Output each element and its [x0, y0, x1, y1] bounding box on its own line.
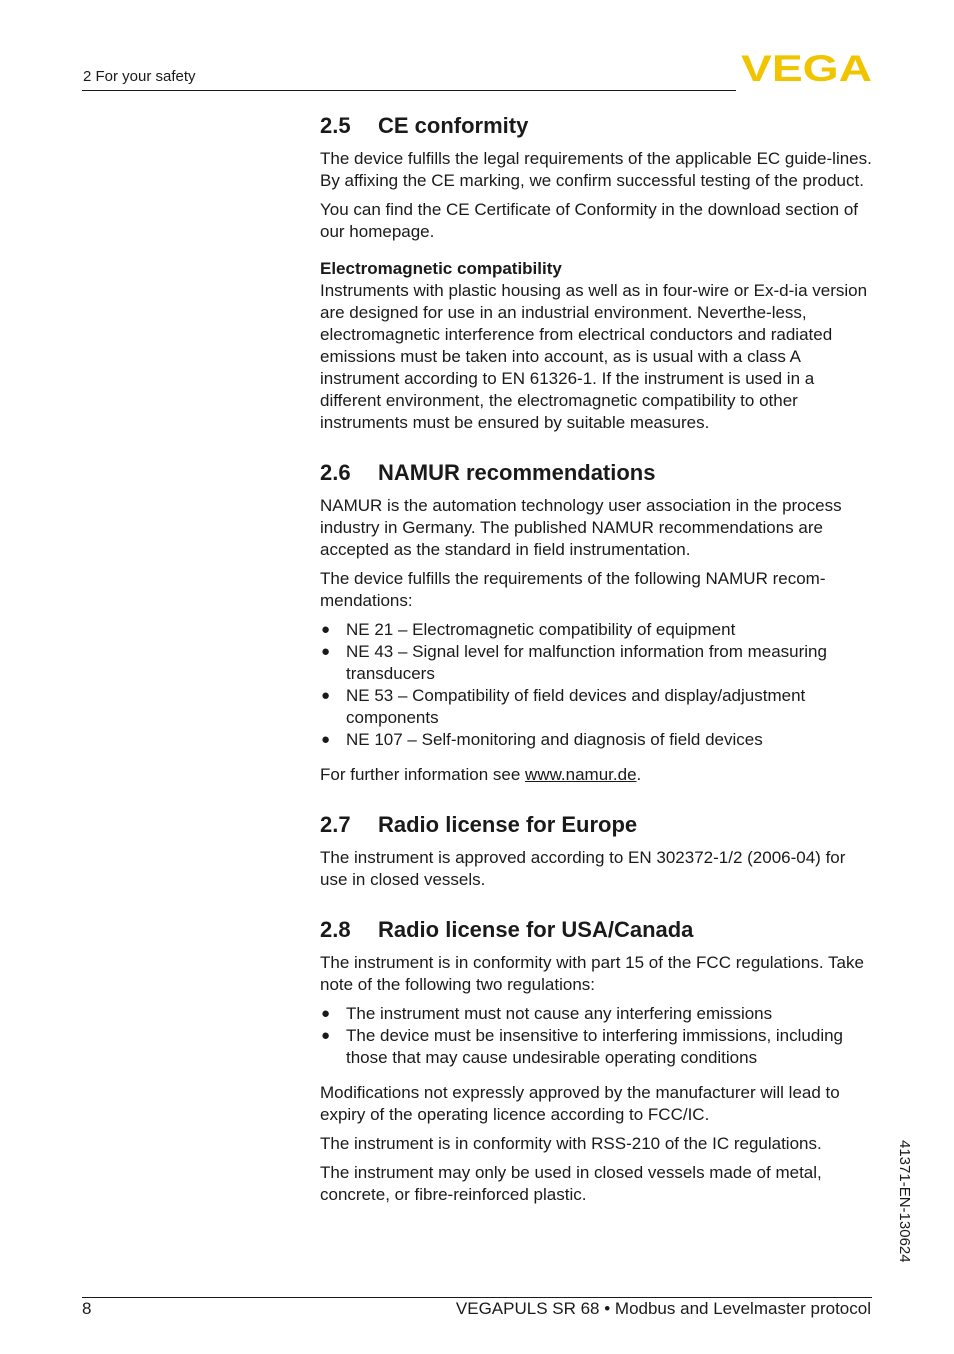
- section-heading-namur: 2.6 NAMUR recommendations: [320, 460, 656, 485]
- vega-logo: [741, 52, 872, 84]
- main-content: [320, 112, 876, 1213]
- paragraph: The device fulfills the requirements of the following NAMUR recom-mendations:: [320, 569, 826, 610]
- bullet-icon: ●: [321, 687, 331, 704]
- paragraph: You can find the CE Certificate of Conformity in the download section of our homepage.: [320, 200, 859, 241]
- list-item: ● The instrument must not cause any interfering emissions: [321, 1004, 773, 1023]
- further-info: For further information see www.namur.de.: [320, 765, 642, 784]
- document-code: 41371-EN-130624: [896, 1140, 913, 1263]
- paragraph: The instrument is in conformity with RSS-210 of the IC regulations.: [320, 1134, 822, 1153]
- list-item: ● NE 53 – Compatibility of field devices and display/adjustment components: [321, 686, 806, 727]
- list-item: ● The device must be insensitive to interfering immissions, including those that may cause undesirable operating conditions: [321, 1026, 844, 1067]
- footer-title: VEGAPULS SR 68 • Modbus and Levelmaster protocol: [455, 1299, 871, 1318]
- fcc-list: [320, 1003, 876, 1069]
- bullet-icon: ●: [321, 1027, 331, 1044]
- namur-list: [320, 619, 876, 751]
- list-item: ● NE 21 – Electromagnetic compatibility of equipment: [321, 620, 736, 639]
- paragraph: The device fulfills the legal requirements of the applicable EC guide-lines. By affixing the CE marking, we confirm successful testing of the product.: [320, 149, 872, 190]
- header-divider: [82, 90, 736, 91]
- paragraph: Instruments with plastic housing as well as in four-wire or Ex-d-ia version are designed for use in an industrial environment. Neverthe-less, electromagnetic interference from electrical conductors and radiated emissions must be taken into account, as is usual with a class A instrument according to EN 61326-1. If the instrument is used in a different environment, the electromagnetic compatibility to other instruments must be ensured by suitable measures.: [320, 281, 868, 432]
- bullet-icon: ●: [321, 731, 331, 748]
- bullet-icon: ●: [321, 643, 331, 660]
- section-heading-radio-usa-canada: 2.8 Radio license for USA/Canada: [320, 917, 694, 942]
- page-number: 8: [82, 1299, 92, 1318]
- svg-text:VEGA: VEGA: [741, 52, 872, 84]
- bullet-icon: ●: [321, 621, 331, 638]
- paragraph: Modifications not expressly approved by the manufacturer will lead to expiry of the operating licence according to FCC/IC.: [320, 1083, 840, 1124]
- bullet-icon: ●: [321, 1005, 331, 1022]
- footer-divider: [82, 1297, 872, 1298]
- subheading-emc: Electromagnetic compatibility: [320, 259, 562, 278]
- list-item: ● NE 107 – Self-monitoring and diagnosis of field devices: [321, 730, 763, 749]
- section-heading-ce-conformity: 2.5 CE conformity: [320, 113, 529, 138]
- paragraph: The instrument is in conformity with part 15 of the FCC regulations. Take note of the following two regulations:: [320, 953, 864, 994]
- namur-link[interactable]: www.namur.de: [525, 765, 637, 784]
- paragraph: NAMUR is the automation technology user association in the process industry in Germany. The published NAMUR recommendations are accepted as the standard in field instrumentation.: [320, 496, 842, 559]
- list-item: ● NE 43 – Signal level for malfunction information from measuring transducers: [321, 642, 827, 683]
- paragraph: The instrument is approved according to EN 302372-1/2 (2006-04) for use in closed vessels.: [320, 848, 846, 889]
- running-header: 2 For your safety: [83, 68, 196, 85]
- section-heading-radio-europe: 2.7 Radio license for Europe: [320, 812, 638, 837]
- paragraph: The instrument may only be used in closed vessels made of metal, concrete, or fibre-reinforced plastic.: [320, 1163, 822, 1204]
